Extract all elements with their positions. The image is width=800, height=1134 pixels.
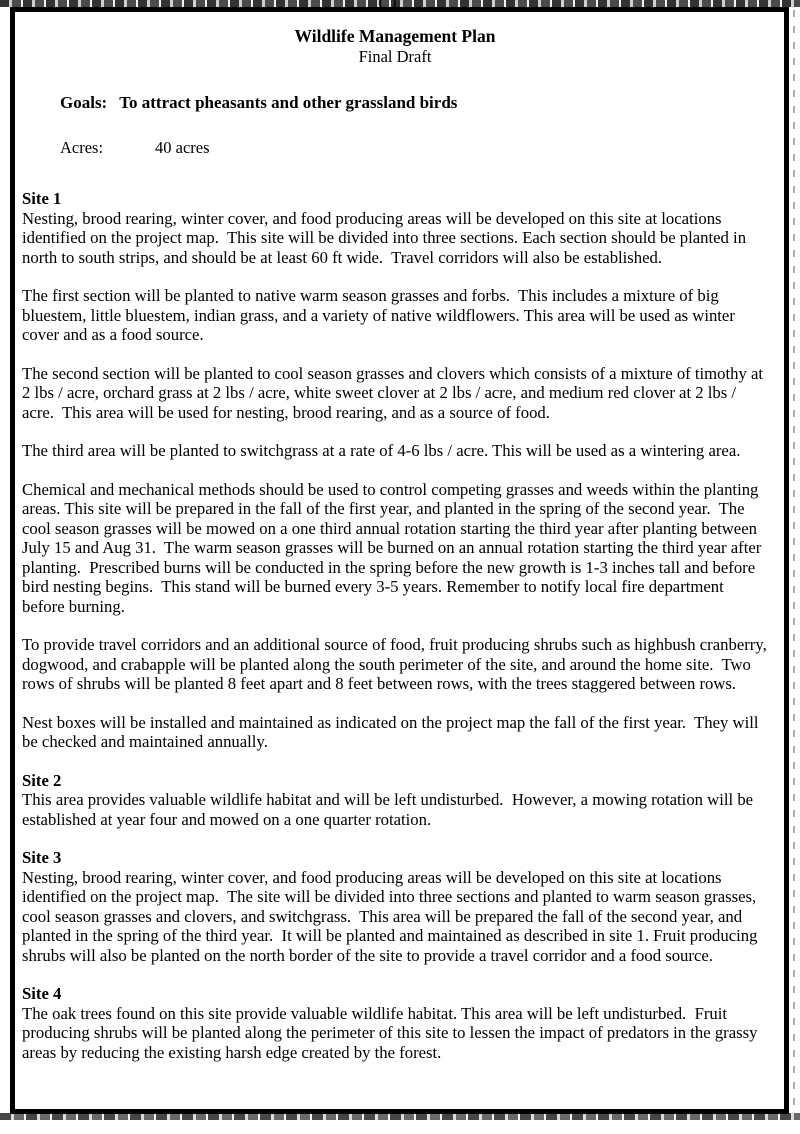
document-body (22, 189, 771, 1062)
paragraph: The second section will be planted to cool season grasses and clovers which consists of a mixture of timothy at 2 lbs / acre, orchard grass at 2 lbs / acre, white sweet clover at 2 lbs / acre, and medium red clover at 2 lbs / acre. This area will be used for nesting, brood rearing, and as a source of food. (22, 363, 768, 422)
paragraph: The third area will be planted to switchgrass at a rate of 4-6 lbs / acre. This will be used as a wintering area. (22, 441, 741, 460)
scan-noise-right (793, 10, 795, 1110)
section-heading-site-1: Site 1 (22, 189, 62, 208)
section-heading-site-3: Site 3 (22, 848, 62, 867)
section-site-1 (22, 189, 771, 752)
section-site-2 (22, 771, 768, 830)
goals-line (60, 93, 768, 113)
acres-line (60, 138, 768, 158)
paragraph: The oak trees found on this site provide valuable wildlife habitat. This area will be left undisturbed. Fruit producing shrubs will be planted along the perimeter of this site to lessen the impact of predators in the grassy areas by reducing the existing harsh edge created by the forest. (22, 1003, 762, 1062)
paragraph: This area provides valuable wildlife habitat and will be left undisturbed. However, a mowing rotation will be established at year four and mowed on a one quarter rotation. (22, 790, 758, 829)
paragraph: The first section will be planted to native warm season grasses and forbs. This includes a mixture of big bluestem, little bluestem, indian grass, and a variety of native wildflowers. This area will be used as winter cover and as a food source. (22, 286, 740, 344)
section-heading-site-4: Site 4 (22, 984, 62, 1003)
document-border-frame (10, 7, 789, 1114)
document-subtitle: Final Draft (358, 47, 432, 66)
document-title: Wildlife Management Plan (294, 26, 496, 46)
acres-value: 40 acres (155, 138, 210, 157)
paragraph: Chemical and mechanical methods should be used to control competing grasses and weeds within the planting areas. This site will be prepared in the fall of the first year, and planted in the spring of the second year. The cool season grasses will be mowed on a one third annual rotation starting the third year after planting between July 15 and Aug 31. The warm season grasses will be burned on an annual rotation starting the third year after planting. Prescribed burns will be conducted in the spring before the new growth is 1-3 inches tall and before bird nesting begins. This stand will be burned every 3-5 years. Remember to notify local fire department before burning. (22, 479, 766, 616)
section-site-3 (22, 848, 768, 965)
acres-label: Acres: (60, 138, 104, 157)
paragraph: Nesting, brood rearing, winter cover, and food producing areas will be developed on this site at locations identified on the project map. The site will be divided into three sections and planted to warm season grasses, cool season grasses and clovers, and switchgrass. This area will be prepared the fall of the second year, and planted in the spring of the third year. It will be planted and maintained as described in site 1. Fruit producing shrubs will also be planted on the north border of the site to provide a travel corridor and a food source. (22, 867, 762, 965)
paragraph: To provide travel corridors and an additional source of food, fruit producing shrubs such as highbush cranberry, dogwood, and crabapple will be planted along the south perimeter of the site, and around the home site. Two rows of shrubs will be planted 8 feet apart and 8 feet between rows, with the trees staggered between rows. (22, 635, 771, 693)
section-heading-site-2: Site 2 (22, 770, 62, 790)
scan-noise-bottom (0, 1113, 800, 1120)
paragraph: Nesting, brood rearing, winter cover, and food producing areas will be developed on this site at locations identified on the project map. This site will be divided into three sections. Each section should be planted in north to south strips, and should be at least 60 ft wide. Travel corridors will also be established. (22, 208, 751, 267)
goals-label: Goals: (60, 93, 108, 112)
scan-noise-top (0, 0, 800, 7)
goals-text: To attract pheasants and other grassland birds (119, 93, 458, 112)
paragraph: Nest boxes will be installed and maintained as indicated on the project map the fall of the first year. They will be checked and maintained annually. (22, 712, 763, 751)
section-site-4 (22, 984, 768, 1062)
